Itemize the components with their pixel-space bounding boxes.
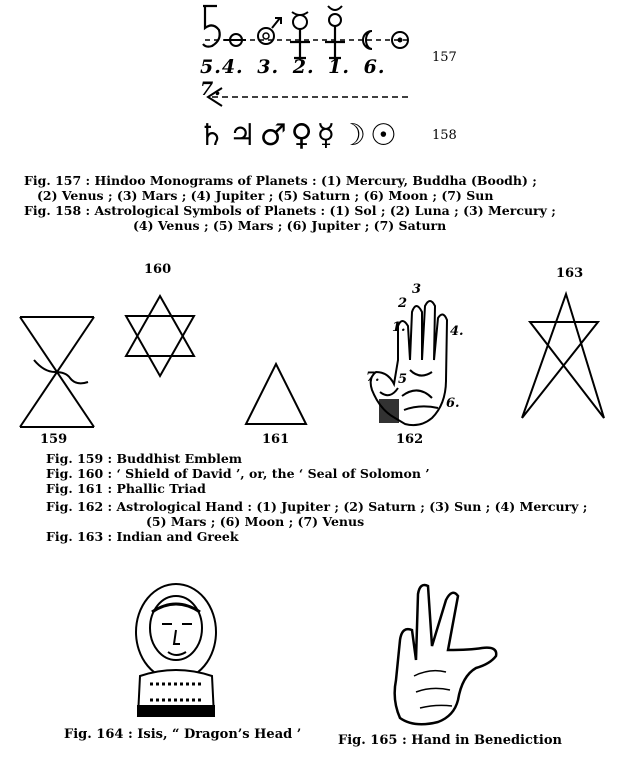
hand-mark-5: 5 [398, 372, 408, 387]
fig163-label: 163 [556, 266, 584, 281]
hand-mark-7: 7. [366, 370, 380, 385]
fig161-label: 161 [262, 432, 290, 447]
caption-fig164: Fig. 164 : Isis, “ Dragon’s Head ’ [64, 727, 302, 742]
hand-mark-1: 1. [392, 320, 406, 335]
fig158-label: 158 [432, 128, 457, 143]
hand-mark-3: 3 [412, 282, 422, 297]
caption-fig165: Fig. 165 : Hand in Benediction [338, 733, 562, 748]
caption-fig162-line2: (5) Mars ; (6) Moon ; (7) Venus [146, 514, 365, 529]
hand-mark-4: 4. [450, 324, 464, 339]
benediction-hand-icon [395, 585, 497, 724]
caption-fig158-line2: (4) Venus ; (5) Mars ; (6) Jupiter ; (7) Saturn [133, 218, 447, 233]
fig160-label: 160 [144, 262, 172, 277]
caption-fig159: Fig. 159 : Buddhist Emblem [46, 451, 243, 466]
hand-mark-2: 2 [398, 296, 408, 311]
fig157-label: 157 [432, 50, 457, 65]
caption-fig162-line1: Fig. 162 : Astrological Hand : (1) Jupiter ; (2) Saturn ; (3) Sun ; (4) Mercury ; [46, 499, 588, 514]
caption-fig160: Fig. 160 : ‘ Shield of David ’, or, the ‘ Seal of Solomon ’ [46, 466, 430, 481]
fig159-label: 159 [40, 432, 68, 447]
caption-fig161: Fig. 161 : Phallic Triad [46, 481, 206, 496]
caption-fig157-line2: (2) Venus ; (3) Mars ; (4) Jupiter ; (5) Saturn ; (6) Moon ; (7) Sun [37, 188, 494, 203]
fig157-numbers: 5.4. 3. 2. 1. 6. 7. [200, 56, 386, 100]
isis-head-icon [136, 584, 216, 716]
caption-fig163: Fig. 163 : Indian and Greek [46, 529, 239, 544]
caption-fig158-line1: Fig. 158 : Astrological Symbols of Planets : (1) Sol ; (2) Luna ; (3) Mercury ; [24, 203, 556, 218]
hand-mark-6: 6. [446, 396, 460, 411]
fig158-symbols: ♄♃♂♀☿☽☉ [198, 118, 401, 153]
fig162-label: 162 [396, 432, 424, 447]
caption-fig157-line1: Fig. 157 : Hindoo Monograms of Planets : (1) Mercury, Buddha (Boodh) ; [24, 173, 537, 188]
